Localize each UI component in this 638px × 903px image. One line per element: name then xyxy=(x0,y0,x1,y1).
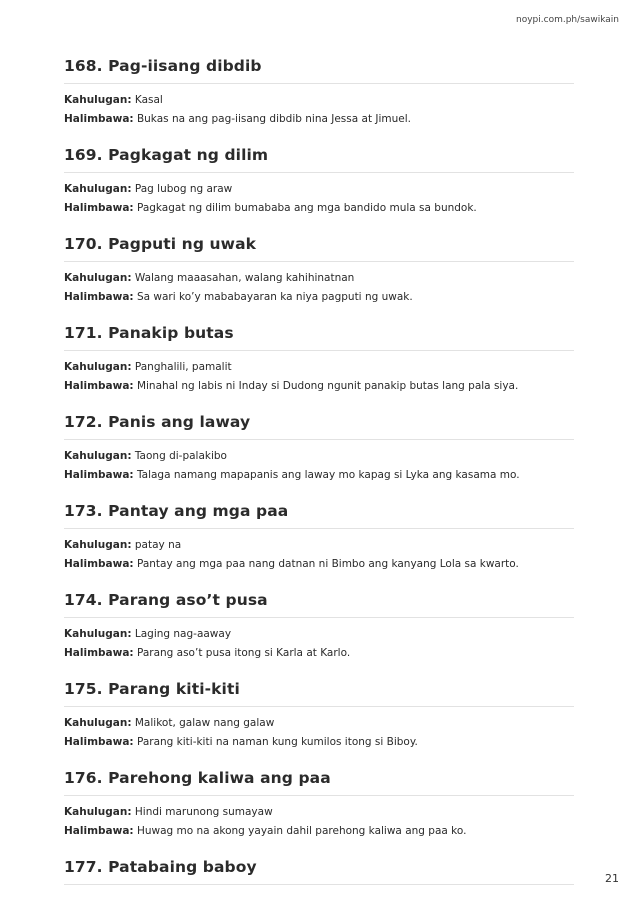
idiom-title: 170. Pagputi ng uwak xyxy=(64,233,574,262)
idiom-body xyxy=(64,707,574,759)
example-text: Minahal ng labis ni Inday si Dudong ngunit panakip butas lang pala siya. xyxy=(136,379,519,392)
meaning-label: Kahulugan: xyxy=(64,717,132,729)
meaning-line xyxy=(64,625,574,644)
example-label: Halimbawa: xyxy=(64,646,134,659)
example-line xyxy=(64,644,574,663)
idiom-body xyxy=(64,796,574,848)
example-text: Talaga namang mapapanis ang laway mo kapag si Lyka ang kasama mo. xyxy=(136,468,520,481)
meaning-line xyxy=(64,180,574,199)
example-line xyxy=(64,733,574,752)
example-label: Halimbawa: xyxy=(64,824,134,837)
page-number: 21 xyxy=(605,872,619,885)
idiom-title: 177. Patabaing baboy xyxy=(64,856,574,885)
example-line xyxy=(64,555,574,574)
meaning-text: Malikot, galaw nang galaw xyxy=(134,717,275,729)
meaning-line xyxy=(64,536,574,555)
idiom-entry xyxy=(64,856,574,885)
meaning-text: Pag lubog ng araw xyxy=(134,183,233,195)
meaning-line xyxy=(64,714,574,733)
source-url: noypi.com.ph/sawikain xyxy=(516,15,619,25)
idiom-body xyxy=(64,440,574,492)
meaning-line xyxy=(64,803,574,822)
example-text: Parang aso’t pusa itong si Karla at Karlo. xyxy=(136,646,351,659)
idiom-body xyxy=(64,84,574,136)
idiom-title: 176. Parehong kaliwa ang paa xyxy=(64,767,574,796)
example-label: Halimbawa: xyxy=(64,735,134,748)
example-line xyxy=(64,466,574,485)
idiom-entry xyxy=(64,411,574,492)
example-line xyxy=(64,199,574,218)
idiom-list xyxy=(64,55,574,885)
idiom-entry xyxy=(64,233,574,314)
idiom-entry xyxy=(64,589,574,670)
meaning-label: Kahulugan: xyxy=(64,94,132,106)
idiom-body xyxy=(64,618,574,670)
example-text: Huwag mo na akong yayain dahil parehong kaliwa ang paa ko. xyxy=(136,824,467,837)
meaning-line xyxy=(64,358,574,377)
meaning-text: Panghalili, pamalit xyxy=(134,361,232,373)
idiom-entry xyxy=(64,322,574,403)
example-label: Halimbawa: xyxy=(64,468,134,481)
meaning-label: Kahulugan: xyxy=(64,539,132,551)
idiom-entry xyxy=(64,678,574,759)
example-label: Halimbawa: xyxy=(64,112,134,125)
meaning-line xyxy=(64,269,574,288)
meaning-line xyxy=(64,447,574,466)
meaning-label: Kahulugan: xyxy=(64,272,132,284)
example-text: Pagkagat ng dilim bumababa ang mga bandido mula sa bundok. xyxy=(136,201,477,214)
example-line xyxy=(64,377,574,396)
idiom-body xyxy=(64,262,574,314)
meaning-text: Hindi marunong sumayaw xyxy=(134,806,273,818)
idiom-title: 172. Panis ang laway xyxy=(64,411,574,440)
idiom-entry xyxy=(64,500,574,581)
example-text: Sa wari ko’y mababayaran ka niya pagputi ng uwak. xyxy=(136,290,413,303)
meaning-label: Kahulugan: xyxy=(64,806,132,818)
meaning-label: Kahulugan: xyxy=(64,450,132,462)
idiom-body xyxy=(64,351,574,403)
example-text: Pantay ang mga paa nang datnan ni Bimbo ang kanyang Lola sa kwarto. xyxy=(136,557,519,570)
example-line xyxy=(64,110,574,129)
meaning-text: Taong di-palakibo xyxy=(134,450,227,462)
idiom-title: 171. Panakip butas xyxy=(64,322,574,351)
example-label: Halimbawa: xyxy=(64,201,134,214)
meaning-label: Kahulugan: xyxy=(64,183,132,195)
meaning-label: Kahulugan: xyxy=(64,628,132,640)
example-label: Halimbawa: xyxy=(64,379,134,392)
example-line xyxy=(64,288,574,307)
idiom-entry xyxy=(64,767,574,848)
idiom-title: 173. Pantay ang mga paa xyxy=(64,500,574,529)
meaning-text: Kasal xyxy=(134,94,163,106)
meaning-text: Laging nag-aaway xyxy=(134,628,232,640)
example-text: Bukas na ang pag-iisang dibdib nina Jessa at Jimuel. xyxy=(136,112,412,125)
idiom-title: 174. Parang aso’t pusa xyxy=(64,589,574,618)
idiom-entry xyxy=(64,55,574,136)
idiom-title: 169. Pagkagat ng dilim xyxy=(64,144,574,173)
idiom-title: 168. Pag-iisang dibdib xyxy=(64,55,574,84)
idiom-body xyxy=(64,173,574,225)
idiom-title: 175. Parang kiti-kiti xyxy=(64,678,574,707)
idiom-body xyxy=(64,529,574,581)
example-label: Halimbawa: xyxy=(64,290,134,303)
example-text: Parang kiti-kiti na naman kung kumilos itong si Biboy. xyxy=(136,735,418,748)
meaning-text: patay na xyxy=(134,539,182,551)
example-label: Halimbawa: xyxy=(64,557,134,570)
meaning-line xyxy=(64,91,574,110)
example-line xyxy=(64,822,574,841)
idiom-entry xyxy=(64,144,574,225)
meaning-text: Walang maaasahan, walang kahihinatnan xyxy=(134,272,355,284)
meaning-label: Kahulugan: xyxy=(64,361,132,373)
